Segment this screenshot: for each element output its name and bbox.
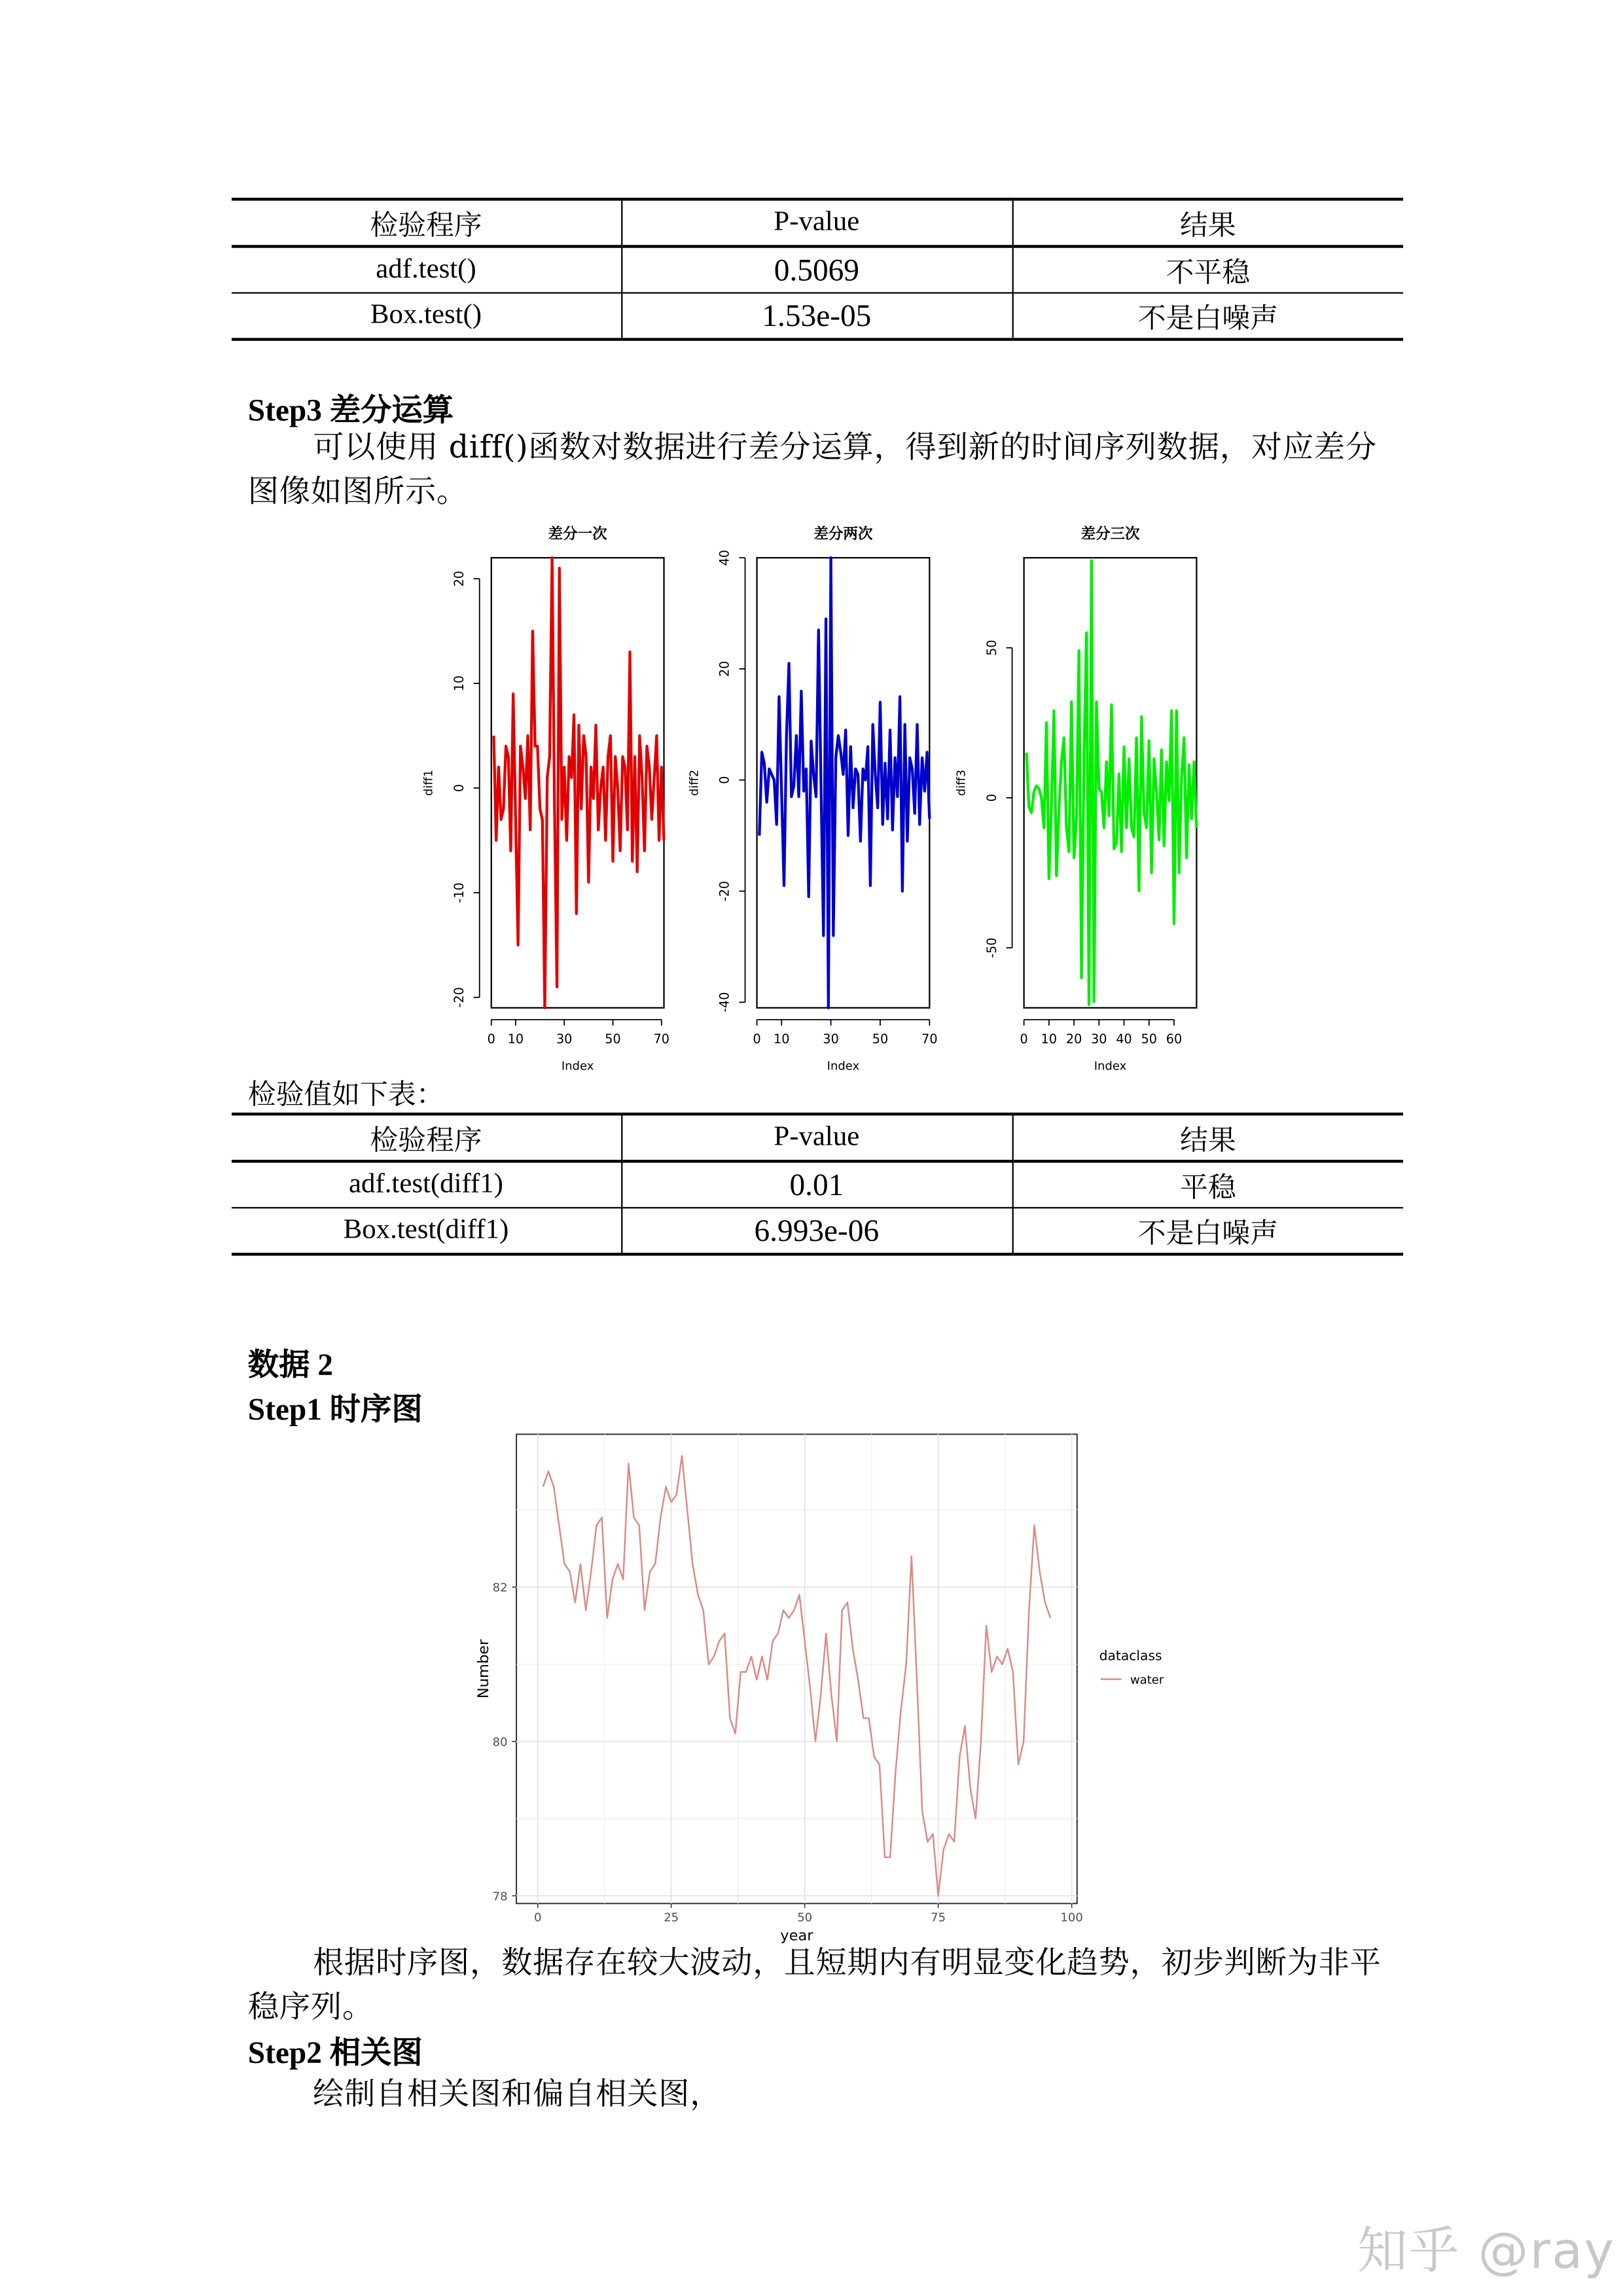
table-header: 结果 bbox=[1012, 1114, 1403, 1161]
chart-title: 差分两次 bbox=[813, 525, 873, 543]
legend-label: water bbox=[1130, 1673, 1164, 1687]
y-tick-label: 0 bbox=[984, 793, 999, 802]
table-cell: Box.test(diff1) bbox=[232, 1208, 621, 1254]
x-axis-label: Index bbox=[827, 1059, 860, 1073]
table-header: P-value bbox=[621, 1114, 1012, 1161]
step2-paragraph: 绘制自相关图和偏自相关图， bbox=[312, 2076, 722, 2112]
x-tick-label: 25 bbox=[664, 1910, 679, 1925]
table-cell: 不是白噪声 bbox=[1012, 293, 1403, 340]
series-line-diff1 bbox=[493, 558, 664, 1008]
y-tick-label: -40 bbox=[717, 992, 732, 1013]
step1-heading: Step1 时序图 bbox=[247, 1391, 423, 1427]
x-axis-label: Index bbox=[1094, 1059, 1127, 1073]
time-series-chart bbox=[469, 1426, 1207, 1945]
y-tick-label: -10 bbox=[451, 882, 467, 903]
x-tick-label: 60 bbox=[1166, 1031, 1183, 1047]
y-tick-label: 80 bbox=[492, 1735, 508, 1749]
x-tick-label: 40 bbox=[1116, 1031, 1132, 1047]
x-axis-label: year bbox=[780, 1927, 813, 1945]
x-tick-label: 30 bbox=[823, 1031, 839, 1047]
chart-title: 差分三次 bbox=[1080, 525, 1140, 543]
table-header: 结果 bbox=[1012, 199, 1403, 246]
table-header: P-value bbox=[621, 199, 1012, 246]
difference-chart-3 bbox=[954, 514, 1254, 1075]
table-cell: adf.test() bbox=[232, 247, 621, 293]
x-tick-label: 75 bbox=[931, 1910, 946, 1925]
y-tick-label: 78 bbox=[492, 1890, 508, 1904]
x-tick-label: 0 bbox=[1020, 1031, 1028, 1047]
chart-title: 差分一次 bbox=[548, 525, 607, 543]
table-cell: 1.53e-05 bbox=[621, 293, 1012, 340]
y-tick-label: 10 bbox=[451, 675, 467, 692]
watermark: 知乎 @ray bbox=[1357, 2222, 1616, 2282]
series-line-diff3 bbox=[1026, 561, 1196, 1005]
table-cell: 不平稳 bbox=[1012, 247, 1403, 293]
y-tick-label: -50 bbox=[984, 937, 999, 958]
x-tick-label: 0 bbox=[487, 1031, 495, 1047]
difference-chart-2 bbox=[687, 514, 989, 1075]
series-line-diff2 bbox=[759, 558, 929, 1008]
y-axis-label: Number bbox=[475, 1639, 493, 1699]
x-tick-label: 20 bbox=[1065, 1031, 1082, 1047]
y-tick-label: 20 bbox=[717, 660, 732, 677]
y-tick-label: 0 bbox=[717, 776, 732, 784]
table-cell: 6.993e-06 bbox=[621, 1208, 1012, 1254]
x-axis-label: Index bbox=[561, 1059, 594, 1073]
y-axis-label: diff2 bbox=[687, 769, 702, 797]
y-axis-label: diff3 bbox=[954, 769, 969, 797]
x-tick-label: 50 bbox=[605, 1031, 621, 1047]
x-tick-label: 50 bbox=[797, 1910, 813, 1925]
y-tick-label: 40 bbox=[717, 550, 732, 566]
y-tick-label: 50 bbox=[984, 639, 999, 656]
step3-heading: Step3 差分运算 bbox=[247, 392, 454, 428]
table-cell: Box.test() bbox=[232, 293, 621, 340]
step2-heading: Step2 相关图 bbox=[247, 2034, 423, 2071]
test-table-diff1 bbox=[232, 1113, 1403, 1256]
x-tick-label: 10 bbox=[774, 1031, 790, 1047]
table-cell: 不是白噪声 bbox=[1012, 1208, 1403, 1254]
y-tick-label: -20 bbox=[717, 880, 732, 902]
chart-conclusion: 根据时序图，数据存在较大波动，且短期内有明显变化趋势，初步判断为非平稳序列。 bbox=[247, 1945, 1382, 2025]
test-values-intro: 检验值如下表： bbox=[247, 1079, 444, 1111]
table-header: 检验程序 bbox=[232, 199, 621, 246]
x-tick-label: 30 bbox=[1091, 1031, 1107, 1047]
table-cell: adf.test(diff1) bbox=[232, 1161, 621, 1208]
x-tick-label: 70 bbox=[921, 1031, 938, 1047]
x-tick-label: 10 bbox=[1041, 1031, 1058, 1047]
test-table-original bbox=[232, 198, 1403, 341]
y-tick-label: 20 bbox=[451, 570, 467, 587]
x-tick-label: 100 bbox=[1060, 1910, 1083, 1925]
y-tick-label: -20 bbox=[451, 987, 467, 1008]
x-tick-label: 30 bbox=[556, 1031, 573, 1047]
y-tick-label: 82 bbox=[492, 1581, 508, 1595]
table-cell: 平稳 bbox=[1012, 1161, 1403, 1208]
x-tick-label: 70 bbox=[653, 1031, 670, 1047]
x-tick-label: 50 bbox=[872, 1031, 889, 1047]
data2-heading: 数据 2 bbox=[247, 1347, 333, 1383]
legend-title: dataclass bbox=[1099, 1647, 1162, 1664]
y-axis-label: diff1 bbox=[421, 769, 436, 797]
table-cell: 0.01 bbox=[621, 1161, 1012, 1208]
table-header: 检验程序 bbox=[232, 1114, 621, 1161]
x-tick-label: 50 bbox=[1141, 1031, 1157, 1047]
table-cell: 0.5069 bbox=[621, 247, 1012, 293]
y-tick-label: 0 bbox=[451, 783, 467, 793]
x-tick-label: 10 bbox=[507, 1031, 524, 1047]
step3-paragraph: 可以使用 diff()函数对数据进行差分运算，得到新的时间序列数据，对应差分图像如图所示。 bbox=[247, 429, 1377, 509]
x-tick-label: 0 bbox=[533, 1910, 542, 1925]
x-tick-label: 0 bbox=[753, 1031, 761, 1047]
